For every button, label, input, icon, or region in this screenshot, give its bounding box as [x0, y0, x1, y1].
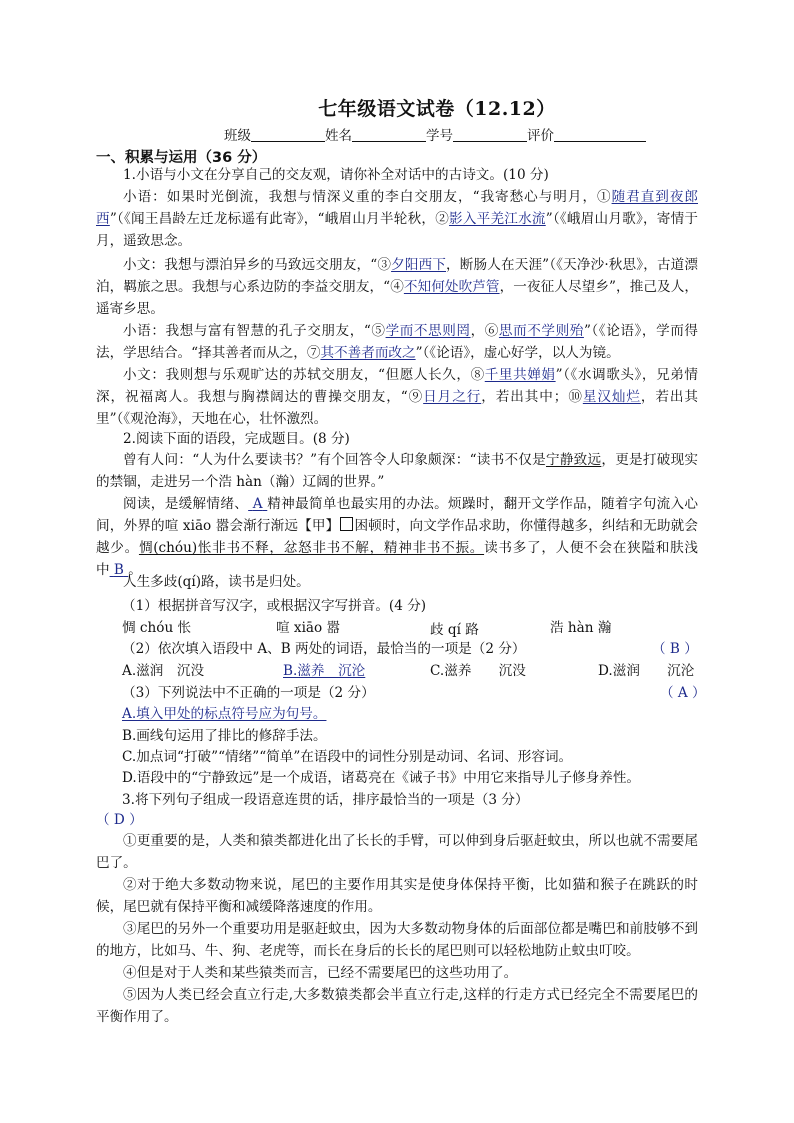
answer-8: 千里共婵娟 [484, 367, 556, 383]
sentence-5: ⑤因为人类已经会直立行走,大多数猿类都会半直立行走,这样的行走方式已经完全不需要尾巴的平衡作用了。 [96, 987, 698, 1025]
grade-label: 评价 [527, 128, 554, 144]
name-blank[interactable] [352, 127, 426, 142]
q1-paragraph-1 [96, 186, 698, 252]
q1-stem: 1.小语与小文在分享自己的交友观，请你补全对话中的古诗文。(10 分) [123, 167, 549, 183]
blank-a-letter: A [252, 496, 263, 512]
q1-text: ，⑥ [470, 323, 499, 339]
id-label: 学号 [426, 128, 453, 144]
q1-paragraph-4 [96, 364, 698, 430]
underlined-sentence: 惆(chóu)怅非书不释，忿怒非书不解，精神非书不振。 [138, 540, 485, 556]
q1-paragraph-3 [96, 320, 698, 364]
answer-4: 不知何处吹芦管 [403, 279, 500, 295]
pinyin-word-4: 浩 hàn 瀚 [550, 620, 612, 636]
option-a: A.滋润 沉没 [122, 663, 205, 679]
q2-paragraph-3: 人生多歧(qí)路，读书是归处。 [123, 574, 310, 590]
q2-text: 精神最简单也最实用的办法。烦躁时，翻开文学作品，随着字句流入心间，外界的喧 xiāo 嚣会渐行渐远【甲】 [96, 496, 699, 534]
q2-text: 困顿时，向文学作品求助，你懂得越多，纠结和无助就会越少。 [96, 518, 698, 556]
q1-text: ”（《水调歌头》，兄弟情深，祝福离人。我想与胸襟阔达的曹操交朋友，“⑨ [96, 367, 698, 405]
q1-text: ”（《论语》，虚心好学，以人为镜。 [415, 345, 620, 361]
q2-sub3: （3）下列说法中不正确的一项是（2 分） [122, 685, 375, 701]
q1-text: 小语：我想与富有智慧的孔子交朋友，“⑤ [123, 323, 386, 339]
q2-text: 阅读，是缓解情绪、 [123, 496, 249, 512]
q1-text: 小语：如果时光倒流，我想与情深义重的李白交朋友，“我寄愁心与明月，① [123, 189, 612, 205]
pinyin-word-1: 惆 chóu 怅 [122, 620, 192, 636]
missing-char-box [340, 517, 353, 531]
answer-10: 星汉灿烂 [582, 389, 641, 405]
q1-text: ”（《论语》，学而得法，学思结合。“择其善者而从之，⑦ [96, 323, 699, 361]
statement-c: C.加点词“打破”“情绪”“简单”在语段中的词性分别是动词、名词、形容词。 [122, 749, 573, 765]
q1-text: ，一夜征人尽望乡”，推己及人，遥寄乡思。 [96, 279, 699, 317]
answer-1: 随君直到夜郎西 [96, 189, 698, 227]
q3-stem: 3.将下列句子组成一段语意连贯的话，排序最恰当的一项是（3 分） [122, 792, 529, 808]
q2-text: 。 [128, 562, 142, 578]
id-blank[interactable] [453, 127, 527, 142]
q1-text: ，若出其里”（《观沧海》，天地在心，壮怀激烈。 [96, 389, 699, 427]
q3-answer: （ D ） [96, 812, 143, 828]
underlined-phrase: 宁静致远 [545, 452, 602, 468]
statement-a: A.填入甲处的标点符号应为句号。 [122, 706, 327, 722]
section-heading: 一、积累与运用（36 分） [96, 150, 267, 166]
q2-text: 读书多了，人便不会在狭隘和肤浅中 [96, 540, 699, 578]
sentence-2: ②对于绝大多数动物来说，尾巴的主要作用其实是使身体保持平衡，比如猫和猴子在跳跃的时候，尾巴就有保持平衡和减缓降落速度的作用。 [96, 877, 698, 915]
page-title: 七年级语文试卷（12.12） [318, 98, 556, 120]
q2-paragraph-1 [96, 449, 698, 493]
answer-6: 思而不学则殆 [498, 323, 584, 339]
pinyin-word-3: 歧 qí 路 [430, 622, 479, 638]
student-info-line [224, 124, 646, 144]
blank-a [248, 496, 267, 512]
option-c: C.滋养 沉没 [430, 663, 526, 679]
statement-b: B.画线句运用了排比的修辞手法。 [122, 728, 327, 744]
q2-text: 曾有人问：“人为什么要读书？”有个回答令人印象颇深：“读书不仅是 [123, 452, 546, 468]
q2-sub2-answer: （ B ） [652, 641, 698, 657]
q2-text: ，更是打破现实的禁锢，走进另一个浩 hàn（瀚）辽阔的世界。” [96, 452, 698, 490]
q1-text: ，若出其中；⑩ [481, 389, 583, 405]
q1-text: 小文：我则想与乐观旷达的苏轼交朋友，“但愿人长久，⑧ [123, 367, 485, 383]
grade-blank[interactable] [554, 127, 646, 142]
class-blank[interactable] [251, 127, 325, 142]
answer-5: 学而不思则罔 [385, 323, 471, 339]
statement-d: D.语段中的“宁静致远”是一个成语，诸葛亮在《诫子书》中用它来指导儿子修身养性。 [122, 770, 641, 786]
option-b: B.滋养 沉沦 [283, 663, 366, 679]
option-d: D.滋润 沉沦 [598, 663, 695, 679]
q1-text: ”（《峨眉山月歌》，寄情于月，遥致思念。 [96, 211, 699, 249]
q1-paragraph-2 [96, 254, 698, 320]
q2-sub2: （2）依次填入语段中 A、B 两处的词语，最恰当的一项是（2 分） [122, 641, 526, 657]
q2-paragraph-2 [96, 493, 698, 581]
q2-stem: 2.阅读下面的语段，完成题目。(8 分) [123, 431, 350, 447]
q1-text: ”（《闻王昌龄左迁龙标遥有此寄》，“峨眉山月半轮秋，② [109, 211, 450, 227]
sentence-4: ④但是对于人类和某些猿类而言，已经不需要尾巴的这些功用了。 [123, 965, 518, 981]
answer-3: 夕阳西下 [391, 257, 447, 273]
class-label: 班级 [224, 128, 251, 144]
blank-b-letter: B [113, 562, 124, 578]
q2-sub3-answer: （ A ） [660, 685, 706, 701]
answer-9: 日月之行 [423, 389, 482, 405]
sentence-1: ①更重要的是，人类和猿类都进化出了长长的手臂，可以伸到身后驱赶蚊虫，所以也就不需要尾巴了。 [96, 833, 698, 871]
q1-text: 小文：我想与漂泊异乡的马致远交朋友，“③ [123, 257, 392, 273]
q1-text: ，断肠人在天涯”（《天净沙·秋思》，古道漂泊，羁旅之思。我想与心系边防的李益交朋友，“④ [96, 257, 699, 295]
pinyin-word-2: 喧 xiāo 嚣 [276, 620, 341, 636]
sentence-3: ③尾巴的另外一个重要功用是驱赶蚊虫，因为大多数动物身体的后面部位都是嘴巴和前肢够不到的地方，比如马、牛、狗、老虎等，而长在身后的长长的尾巴则可以轻松地防止蚊虫叮咬。 [96, 921, 698, 959]
name-label: 姓名 [325, 128, 352, 144]
answer-2: 影入平羌江水流 [449, 211, 546, 227]
answer-7: 其不善者而改之 [320, 345, 416, 361]
q2-sub1: （1）根据拼音写汉字，或根据汉字写拼音。(4 分) [122, 598, 427, 614]
